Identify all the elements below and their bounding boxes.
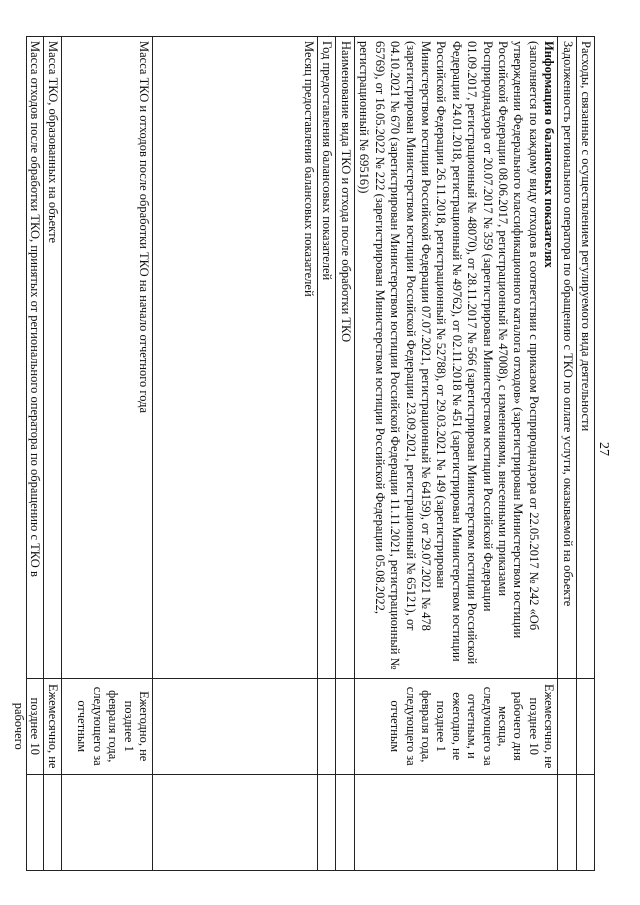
section-balance-info bbox=[354, 37, 557, 679]
row-empty-cell bbox=[26, 774, 43, 870]
row-frequency bbox=[576, 678, 594, 774]
row-frequency: Ежегодно, не позднее 1 февраля года, следующего за отчетным bbox=[62, 678, 153, 774]
row-frequency: Ежемесячно, не bbox=[43, 678, 61, 774]
row-empty-cell bbox=[43, 774, 61, 870]
table-row bbox=[576, 37, 594, 871]
row-label: Масса отходов после обработки ТКО, принятых от регионального оператора по обращению с ТКО в bbox=[26, 37, 43, 679]
row-frequency bbox=[336, 678, 354, 774]
row-empty-cell bbox=[318, 774, 336, 870]
table-row bbox=[26, 37, 43, 871]
row-frequency: позднее 10 рабочего bbox=[26, 678, 43, 774]
table-row bbox=[354, 37, 557, 871]
section-text: (заполняется по каждому виду отходов в соответствии с приказом Росприроднадзора от 22.05.2017 № 242 «Об утверждении Федерального классификационного каталога отходов» (зарегистрирован Министерством юстиции Российской Федерации 08.06.2017, регистрационный № 47008), с изменениями, внесенными приказами Росприроднадзора от 20.07.2017 № 359 (зарегистрирован Министерством юстиции Российской Федерации 01.09.2017, регистрационный № 48070), от 28.11.2017 № 566 (зарегистрирован Министерством юстиции Российской Федерации 24.01.2018, регистрационный № 49762), от 02.11.2018 № 451 (зарегистрирован Министерством юстиции Российской Федерации 26.11.2018, регистрационный № 52788), от 29.03.2021 № 149 (зарегистрирован Министерством юстиции Российской Федерации 07.07.2021, регистрационный № 64159), от 29.07.2021 № 478 (зарегистрирован Министерством юстиции Российской Федерации 23.09.2021, регистрационный № 65121), от 04.10.2021 № 670 (зарегистрирован Министерством юстиции Российской Федерации 11.11.2021, регистрационный № 65769), от 16.05.2022 № 222 (зарегистрирован Министерством юстиции Российской Федерации 05.08.2022, регистрационный № 69516)) bbox=[357, 41, 541, 670]
row-label: Масса ТКО и отходов после обработки ТКО на начало отчетного года bbox=[62, 37, 153, 679]
page-number: 27 bbox=[596, 442, 611, 456]
section-heading: Информация о балансовых показателях bbox=[542, 41, 557, 268]
table-row bbox=[336, 37, 354, 871]
row-frequency bbox=[558, 678, 576, 774]
row-empty-cell bbox=[62, 774, 153, 870]
row-label: Год предоставления балансовых показателей bbox=[318, 37, 336, 679]
table-row bbox=[318, 37, 336, 871]
balance-indicators-table-page bbox=[12, 36, 595, 871]
row-frequency: Ежемесячно, не позднее 10 рабочего дня месяца, следующего за отчетным, и ежегодно, не позднее 1 февраля года, следующего за отчетным bbox=[354, 678, 557, 774]
row-label: Месяц предоставления балансовых показателей bbox=[153, 37, 318, 679]
table-row bbox=[153, 37, 318, 871]
row-label: Наименование вида ТКО и отхода после обработки ТКО bbox=[336, 37, 354, 679]
row-label: Масса ТКО, образованных на объекте bbox=[43, 37, 61, 679]
row-empty-cell bbox=[558, 774, 576, 870]
row-empty-cell bbox=[336, 774, 354, 870]
row-frequency bbox=[318, 678, 336, 774]
row-label: Задолженность регионального оператора по обращению с ТКО по оплате услуги, оказываемой на объекте bbox=[558, 37, 576, 679]
table-row bbox=[43, 37, 61, 871]
row-empty-cell bbox=[576, 774, 594, 870]
row-label: Расходы, связанные с осуществлением регулируемого вида деятельности bbox=[576, 37, 594, 679]
row-empty-cell bbox=[354, 774, 557, 870]
row-frequency bbox=[153, 678, 318, 774]
table-row bbox=[558, 37, 576, 871]
row-empty-cell bbox=[153, 774, 318, 870]
table-row bbox=[62, 37, 153, 871]
indicators-table bbox=[12, 36, 595, 871]
